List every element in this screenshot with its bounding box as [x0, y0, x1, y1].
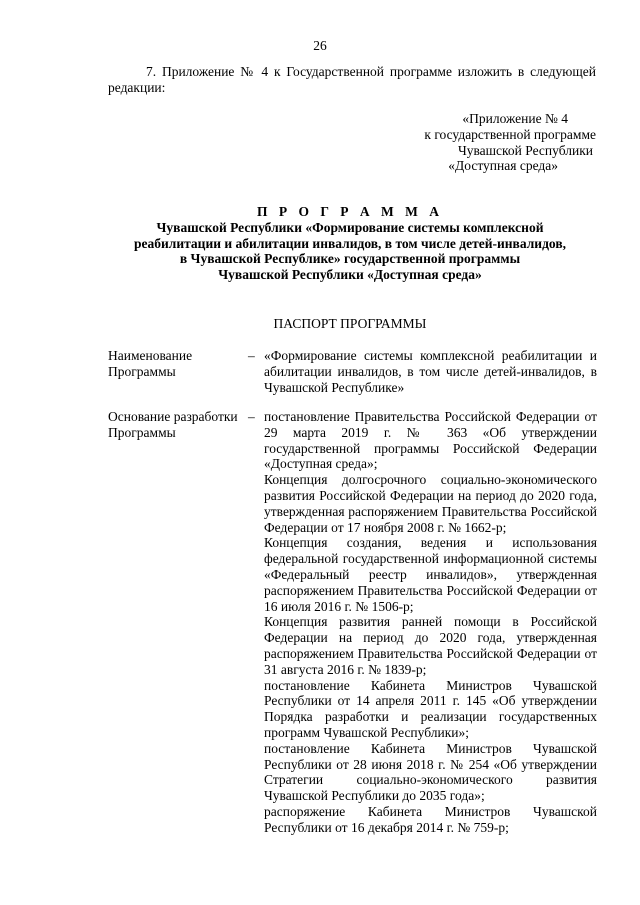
basis-item: Концепция создания, ведения и использования федеральной государственной информационной системы «Федеральный реестр инвалидов», утвержденная распоряжением Правительства Российской Федерации от 16 июля 2016 г. № 1506-р;	[264, 535, 597, 614]
passport-dash: –	[248, 409, 255, 424]
passport-label-basis: Основание разработки Программы	[108, 409, 238, 440]
program-title-line-4: Чувашской Республики «Доступная среда»	[218, 267, 482, 283]
appendix-reference	[340, 111, 596, 174]
program-title-line-2: реабилитации и абилитации инвалидов, в том числе детей-инвалидов,	[134, 235, 566, 251]
appendix-ref-line-2: к государственной программе	[424, 126, 596, 142]
basis-item: Концепция развития ранней помощи в Российской Федерации на период до 2020 года, утвержденная распоряжением Правительства Российской Федерации от 31 августа 2016 г. № 1839-р;	[264, 614, 597, 677]
passport-dash: –	[248, 348, 255, 363]
appendix-ref-line-1: «Приложение № 4	[462, 111, 568, 126]
program-title-line-3: в Чувашской Республике» государственной программы	[179, 251, 521, 267]
page-number: 26	[313, 38, 327, 53]
program-heading: П Р О Г Р А М М А	[256, 204, 444, 219]
passport-value-name: «Формирование системы комплексной реабилитации и абилитации инвалидов, в том числе детей-инвалидов, в Чувашской Республике»	[264, 348, 597, 395]
passport-label-name: Наименование Программы	[108, 348, 193, 379]
program-title-line-1: Чувашской Республики «Формирование системы комплексной	[156, 219, 544, 235]
intro-paragraph: 7. Приложение № 4 к Государственной программе изложить в следующей редакции:	[108, 64, 596, 95]
basis-item: постановление Кабинета Министров Чувашской Республики от 14 апреля 2011 г. 145 «Об утверждении Порядка разработки и реализации государственных программ Чувашской Республики»;	[264, 677, 597, 740]
basis-item: постановление Правительства Российской Федерации от 29 марта 2019 г. № 363 «Об утверждении государственной программы Российской Федерации «Доступная среда»;	[264, 409, 597, 472]
basis-item: Концепция долгосрочного социально-экономического развития Российской Федерации на период до 2020 года, утвержденная распоряжением Правительства Российской Федерации от 17 ноября 2008 г. № 1662-р;	[264, 472, 597, 535]
appendix-ref-line-4: «Доступная среда»	[448, 158, 558, 174]
basis-item: распоряжение Кабинета Министров Чувашской Республики от 16 декабря 2014 г. № 759-р;	[264, 803, 597, 835]
appendix-ref-line-3: Чувашской Республики	[457, 142, 593, 158]
program-title	[100, 204, 600, 283]
basis-item: постановление Кабинета Министров Чувашской Республики от 28 июня 2018 г. № 254 «Об утверждении Стратегии социально-экономического развития Чувашской Республики до 2035 года»;	[264, 740, 597, 804]
passport-title: ПАСПОРТ ПРОГРАММЫ	[273, 316, 427, 331]
passport-value-basis	[264, 409, 597, 836]
